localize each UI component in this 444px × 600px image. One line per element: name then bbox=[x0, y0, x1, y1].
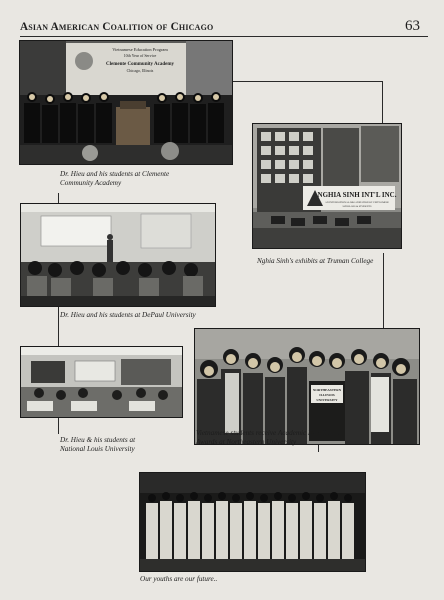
connector-line bbox=[58, 193, 59, 203]
caption-line: Community Academy bbox=[60, 179, 122, 187]
photo-truman-exhibit bbox=[252, 123, 402, 249]
page-number: 63 bbox=[405, 18, 420, 34]
caption-clemente bbox=[60, 170, 169, 188]
photo-youths-performance bbox=[139, 472, 366, 572]
banner-line: Vietnamese Education Program bbox=[112, 47, 168, 52]
sign-line: SCHOLARS & STUDENTS bbox=[342, 205, 372, 208]
caption-depaul bbox=[60, 311, 196, 320]
depaul-photo-image bbox=[21, 204, 215, 306]
sign-title: NGHIA SINH INT'L INC. bbox=[317, 191, 397, 199]
connector-line bbox=[383, 253, 384, 328]
photo-national-louis-university bbox=[20, 346, 183, 418]
podium-line: ILLINOIS bbox=[319, 393, 335, 397]
truman-photo-image bbox=[253, 124, 401, 248]
photo-depaul-university bbox=[20, 203, 216, 307]
photo-northeastern-university bbox=[194, 328, 420, 445]
podium-line: NORTHEASTERN bbox=[312, 388, 342, 392]
caption-line: Dr. Hieu and his students at Clemente bbox=[60, 170, 170, 178]
connector-line bbox=[382, 81, 383, 123]
caption-northeastern bbox=[196, 429, 339, 447]
caption-national-louis bbox=[60, 436, 135, 454]
connector-line bbox=[58, 416, 59, 434]
photo-clemente-academy bbox=[19, 40, 233, 165]
banner-line: Clemente Community Academy bbox=[105, 62, 175, 67]
caption-youths bbox=[140, 575, 217, 584]
clemente-photo-image bbox=[20, 41, 232, 164]
sign-line: AN INTERNATIONAL ORGANIZATION OF VIETNAMESE bbox=[325, 201, 389, 204]
connector-line bbox=[226, 81, 382, 82]
banner-line: 10th Year of Service bbox=[123, 53, 157, 58]
caption-line: Our youths are our future.. bbox=[140, 575, 218, 583]
caption-truman bbox=[257, 257, 373, 266]
caption-line: Nghia Sinh's exhibits at Truman College bbox=[257, 257, 374, 265]
caption-line: Awards at Northeastern University bbox=[196, 438, 297, 446]
caption-line: National Louis University bbox=[60, 445, 135, 453]
caption-line: Dr. Hieu & his students at bbox=[60, 436, 136, 444]
banner-line: Chicago, Illinois bbox=[126, 68, 154, 73]
northeastern-photo-image bbox=[195, 329, 419, 444]
caption-line: Dr. Hieu and his students at DePaul University bbox=[60, 311, 196, 319]
youths-photo-image bbox=[140, 473, 365, 571]
national-louis-photo-image bbox=[21, 347, 182, 417]
connector-line bbox=[58, 305, 59, 346]
podium-line: UNIVERSITY bbox=[316, 398, 338, 402]
header-rule bbox=[20, 36, 428, 37]
running-header: Asian American Coalition of Chicago bbox=[20, 21, 214, 33]
caption-line: Vietnamese students receive Academic Excellence bbox=[196, 429, 340, 437]
